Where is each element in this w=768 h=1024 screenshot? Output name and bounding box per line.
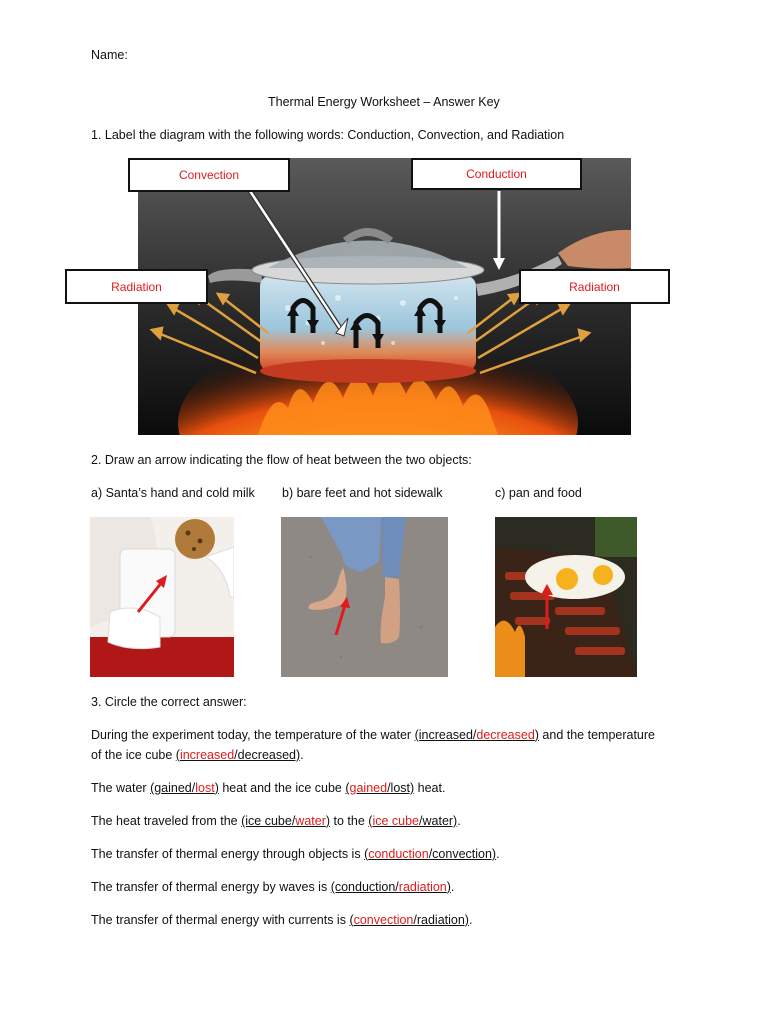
correct-answer: radiation [398, 880, 447, 894]
text: . [496, 847, 500, 861]
text: to the [330, 814, 369, 828]
correct-answer: conduction [368, 847, 429, 861]
text: The transfer of thermal energy by waves is [91, 880, 331, 894]
pan-food-photo [495, 517, 637, 677]
option-text: (conduction/ [330, 880, 399, 894]
text: of the ice cube [91, 748, 176, 762]
option-text: ( [345, 781, 350, 795]
answer-choice [349, 913, 469, 927]
text: During the experiment today, the temperature of the water [91, 728, 415, 742]
label-radiation-right: Radiation [569, 279, 620, 294]
q3-sentence-1 [91, 728, 655, 742]
text: heat. [414, 781, 446, 795]
correct-answer: ice cube [372, 814, 420, 828]
q3-sentence-3 [91, 814, 461, 828]
option-text: ) [534, 728, 539, 742]
answer-choice [368, 814, 457, 828]
correct-answer: water [295, 814, 326, 828]
answer-choice [415, 728, 539, 742]
option-text: ( [368, 814, 373, 828]
q1-prompt: 1. Label the diagram with the following words: Conduction, Convection, and Radiation [91, 128, 565, 142]
text: . [300, 748, 304, 762]
option-text: (gained/ [150, 781, 196, 795]
q3-sentence-5 [91, 880, 454, 894]
correct-answer: gained [349, 781, 388, 795]
correct-answer: convection [353, 913, 414, 927]
text: and the temperature [538, 728, 655, 742]
label-box-conduction [411, 158, 582, 190]
text: . [457, 814, 461, 828]
option-text: (increased/ [414, 728, 477, 742]
label-conduction: Conduction [466, 167, 527, 181]
option-text: ) [446, 880, 451, 894]
text: The heat traveled from the [91, 814, 242, 828]
option-text: ( [364, 847, 369, 861]
q3-sentence-6 [91, 913, 472, 927]
q2-prompt: 2. Draw an arrow indicating the flow of heat between the two objects: [91, 453, 472, 467]
label-box-radiation-right [519, 269, 670, 304]
option-text: ( [349, 913, 354, 927]
text: The transfer of thermal energy with currents is [91, 913, 350, 927]
option-text: /water) [419, 814, 458, 828]
correct-answer: decreased [476, 728, 535, 742]
answer-choice [364, 847, 496, 861]
q3-sentence-1-cont [91, 748, 304, 762]
correct-answer: increased [179, 748, 235, 762]
option-text: ) [214, 781, 219, 795]
worksheet-title: Thermal Energy Worksheet – Answer Key [268, 95, 500, 109]
option-text: ( [175, 748, 180, 762]
correct-answer: lost [195, 781, 215, 795]
santa-milk-photo [90, 517, 234, 677]
text: . [468, 913, 473, 927]
q3-sentence-2 [91, 781, 445, 795]
text: heat and the ice cube [218, 781, 346, 795]
q3-sentence-4 [91, 847, 500, 861]
answer-choice [150, 781, 219, 795]
option-text: /lost) [387, 781, 415, 795]
option-text: /decreased) [234, 748, 301, 762]
option-text: ) [325, 814, 331, 828]
text: The water [91, 781, 151, 795]
q3-prompt: 3. Circle the correct answer: [91, 695, 247, 709]
answer-choice [331, 880, 451, 894]
option-text: /radiation) [413, 913, 469, 927]
q2-a-label: a) Santa’s hand and cold milk [91, 486, 255, 500]
option-text: (ice cube/ [241, 814, 296, 828]
label-box-convection [128, 158, 290, 192]
label-radiation-left: Radiation [111, 279, 162, 294]
q2-c-label: c) pan and food [495, 486, 582, 500]
answer-choice [345, 781, 414, 795]
q2-b-label: b) bare feet and hot sidewalk [282, 486, 443, 500]
label-box-radiation-left [65, 269, 208, 304]
answer-choice [176, 748, 300, 762]
answer-choice [241, 814, 330, 828]
option-text: /convection) [428, 847, 497, 861]
text: The transfer of thermal energy through objects is [91, 847, 365, 861]
label-convection: Convection [178, 168, 240, 182]
bare-feet-sidewalk-photo [281, 517, 448, 677]
text: . [450, 880, 455, 894]
name-label: Name: [91, 48, 128, 62]
